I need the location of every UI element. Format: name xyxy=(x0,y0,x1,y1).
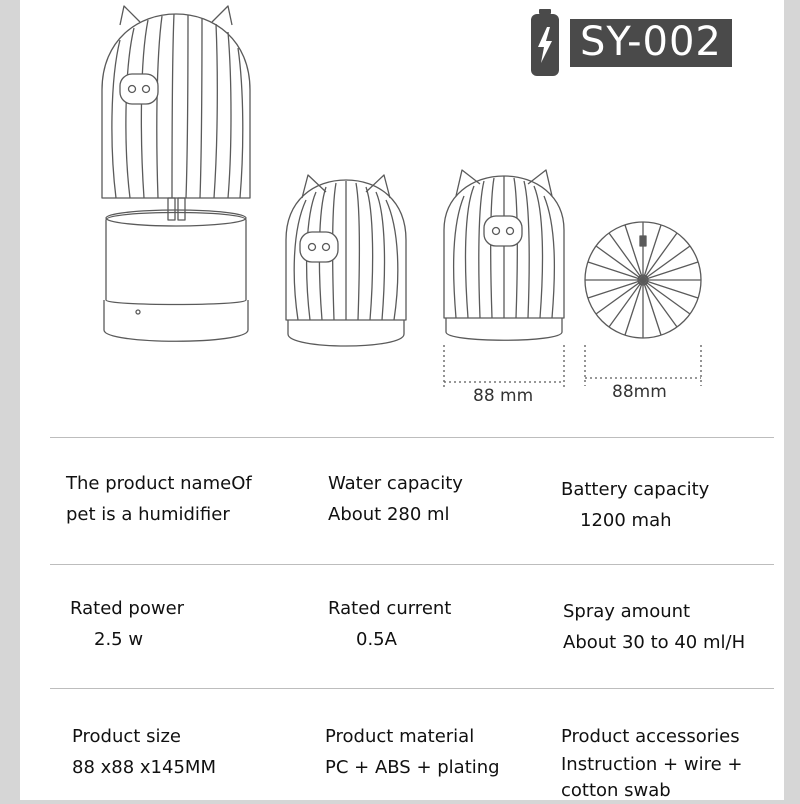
spec-product-name xyxy=(66,468,252,530)
spec-title: The product nameOf xyxy=(66,473,252,494)
divider-3 xyxy=(50,688,774,689)
spec-rated-power xyxy=(70,593,184,655)
model-number: SY-002 xyxy=(570,19,732,67)
humidifier-open-drawing xyxy=(102,6,250,341)
product-sheet xyxy=(20,0,784,800)
spec-value: 0.5A xyxy=(356,629,397,650)
divider-2 xyxy=(50,564,774,565)
spec-product-accessories xyxy=(561,721,742,804)
model-badge xyxy=(530,8,732,78)
spec-title: Rated current xyxy=(328,598,452,619)
humidifier-side-drawing xyxy=(444,170,564,390)
top-width-label: 88mm xyxy=(612,382,667,402)
spec-value: About 280 ml xyxy=(328,504,450,525)
divider-1 xyxy=(50,437,774,438)
spec-battery-capacity xyxy=(561,474,709,536)
spec-spray-amount xyxy=(563,596,745,658)
spec-title: Product accessories xyxy=(561,726,740,747)
spec-value: 2.5 w xyxy=(94,629,144,650)
spec-title: Product size xyxy=(72,726,181,747)
spec-title: Spray amount xyxy=(563,601,691,622)
spec-value: PC + ABS + plating xyxy=(325,757,500,778)
battery-charge-icon xyxy=(530,9,560,77)
spec-rated-current xyxy=(328,593,451,655)
spec-value: About 30 to 40 ml/H xyxy=(563,632,746,653)
spec-title: Battery capacity xyxy=(561,479,710,500)
front-width-label: 88 mm xyxy=(473,386,534,406)
spec-product-material xyxy=(325,721,500,783)
spec-title: Rated power xyxy=(70,598,185,619)
humidifier-closed-drawing xyxy=(286,175,406,346)
spec-water-capacity xyxy=(328,468,463,530)
spec-value: 1200 mah xyxy=(580,510,672,531)
humidifier-top-drawing xyxy=(585,222,701,386)
spec-value: 88 x88 x145MM xyxy=(72,757,216,778)
spec-title: Product material xyxy=(325,726,475,747)
spec-value: Instruction + wire + xyxy=(561,754,743,775)
spec-title: Water capacity xyxy=(328,473,463,494)
spec-value-continued: cotton swab xyxy=(561,780,671,801)
spec-value: pet is a humidifier xyxy=(66,504,230,525)
spec-product-size xyxy=(72,721,216,783)
